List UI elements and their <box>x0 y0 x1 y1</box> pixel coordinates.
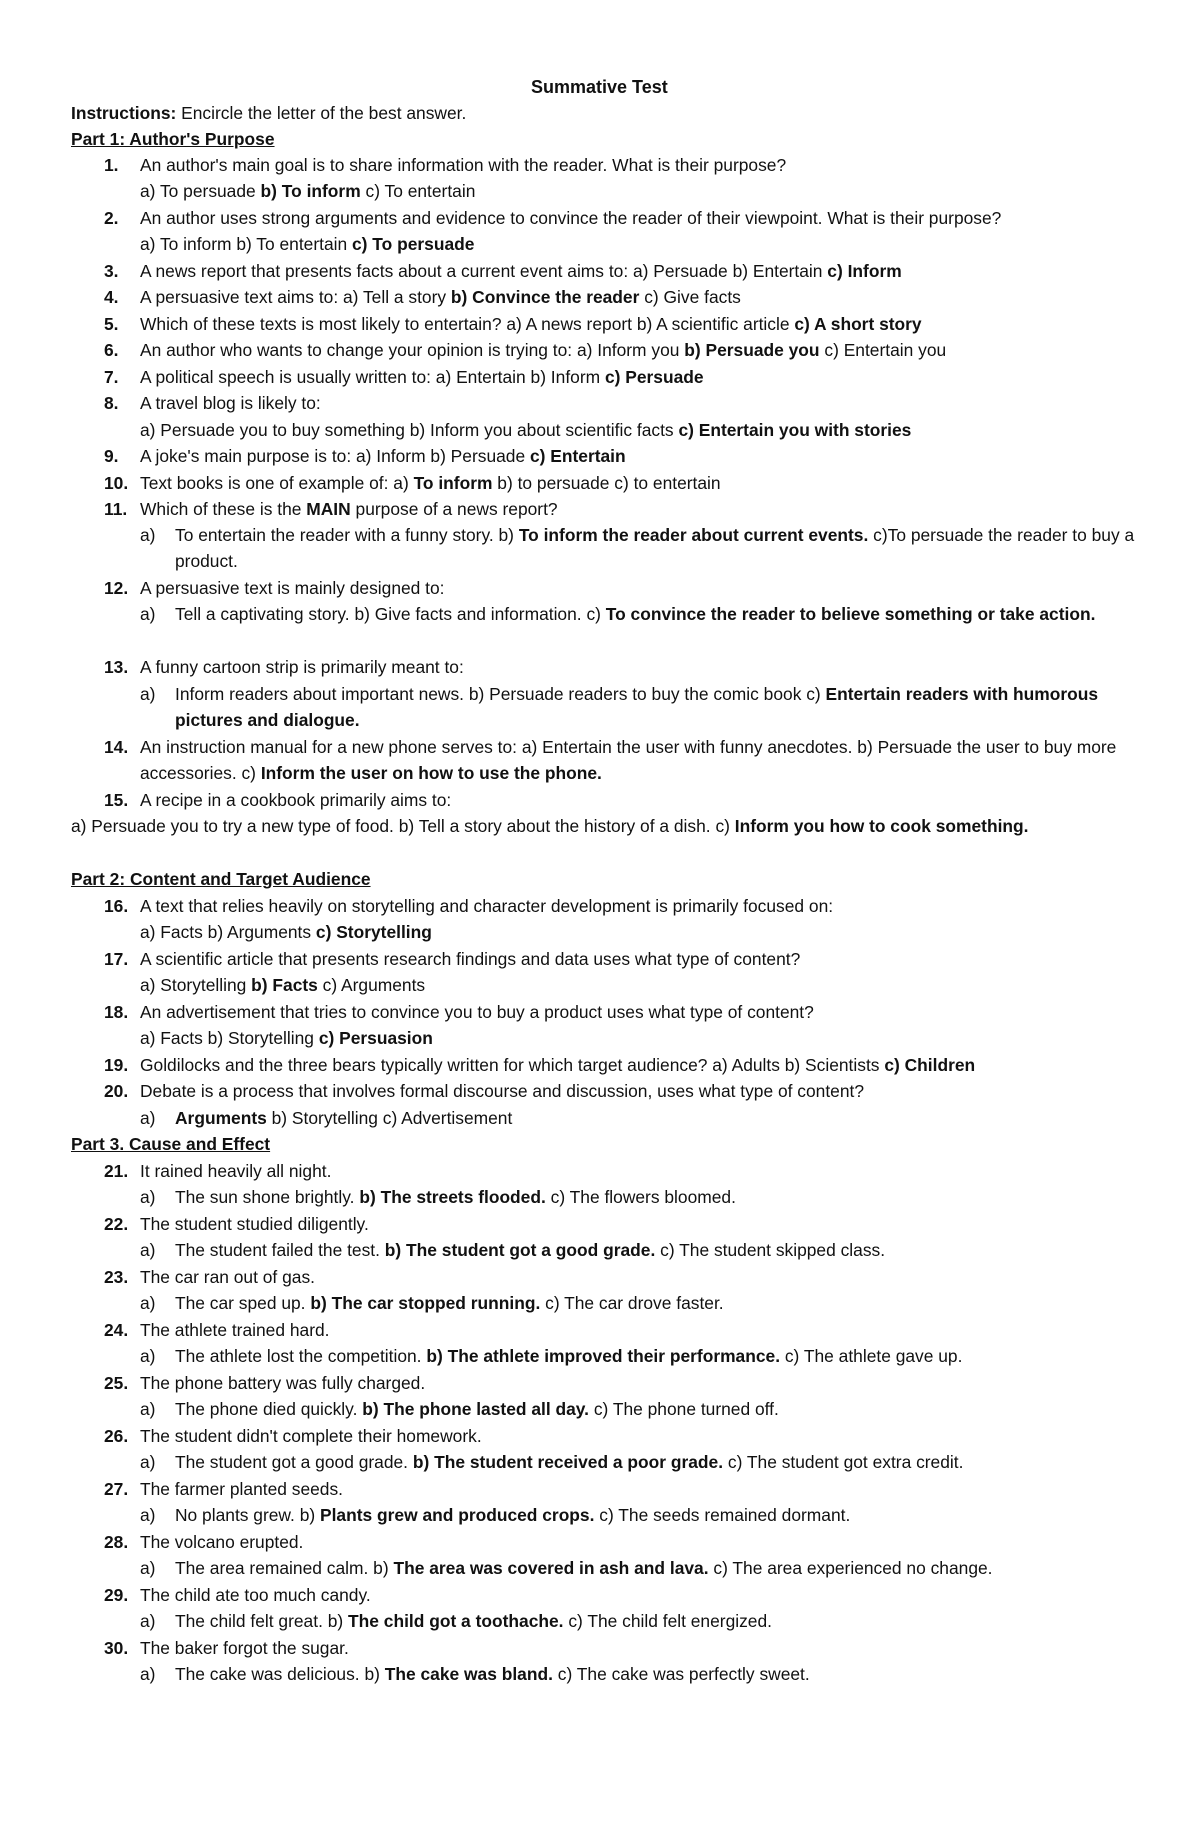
question-number: 25. <box>104 1373 129 1393</box>
question-number: 6. <box>104 340 119 360</box>
correct-answer: b) The phone lasted all day. <box>362 1399 589 1419</box>
question-text: The car ran out of gas. <box>140 1267 315 1287</box>
option-letter: a) <box>140 1505 156 1525</box>
answer-options: a) Persuade you to try a new type of food. b) Tell a story about the history of a dish. c) Inform you how to cook something. <box>71 816 1029 836</box>
question-number: 3. <box>104 261 119 281</box>
question-text: A recipe in a cookbook primarily aims to: <box>140 790 452 810</box>
question-text: The athlete trained hard. <box>140 1320 330 1340</box>
correct-answer: b) Persuade you <box>684 340 820 360</box>
option-letter: a) <box>140 1346 156 1366</box>
question-number: 1. <box>104 155 119 175</box>
correct-answer: The child got a toothache. <box>348 1611 564 1631</box>
question-number: 7. <box>104 367 119 387</box>
question-number: 19. <box>104 1055 129 1075</box>
correct-answer: c) Persuasion <box>318 1028 433 1048</box>
question-text: An instruction manual for a new phone serves to: a) Entertain the user with funny anecdotes. b) Persuade the user to buy more accessories. c) Inform the user on how to use the phone. <box>140 737 1117 784</box>
question-text: The student didn't complete their homework. <box>140 1426 482 1446</box>
option-letter: a) <box>140 1664 156 1684</box>
question-text: An author's main goal is to share information with the reader. What is their purpose? <box>140 155 787 175</box>
question-number: 23. <box>104 1267 129 1287</box>
correct-answer: b) The student got a good grade. <box>384 1240 656 1260</box>
question-text: The volcano erupted. <box>140 1532 304 1552</box>
answer-options: The sun shone brightly. b) The streets flooded. c) The flowers bloomed. <box>175 1187 736 1207</box>
correct-answer: To inform <box>413 473 493 493</box>
question-text: The child ate too much candy. <box>140 1585 371 1605</box>
answer-options: Tell a captivating story. b) Give facts and information. c) To convince the reader to believe something or take action. <box>175 604 1096 624</box>
correct-answer: The cake was bland. <box>384 1664 553 1684</box>
question-number: 4. <box>104 287 119 307</box>
correct-answer: To convince the reader to believe something or take action. <box>605 604 1096 624</box>
question-text: A news report that presents facts about a current event aims to: a) Persuade b) Entertain c) Inform <box>140 261 902 281</box>
correct-answer: c) Children <box>884 1055 976 1075</box>
question-text: A funny cartoon strip is primarily meant to: <box>140 657 464 677</box>
instructions-label: Instructions: <box>71 103 177 123</box>
correct-answer: c) Entertain <box>529 446 626 466</box>
question-number: 10. <box>104 473 129 493</box>
correct-answer: c) Storytelling <box>315 922 432 942</box>
part-2-heading: Part 2: Content and Target Audience <box>71 869 371 889</box>
question-text: An author who wants to change your opinion is trying to: a) Inform you b) Persuade you c) Entertain you <box>140 340 947 360</box>
option-letter: a) <box>140 525 156 545</box>
question-text: A scientific article that presents research findings and data uses what type of content? <box>140 949 801 969</box>
correct-answer: c) To persuade <box>352 234 475 254</box>
option-letter: a) <box>140 1240 156 1260</box>
question-number: 26. <box>104 1426 129 1446</box>
correct-answer: Entertain readers with humorous pictures and dialogue. <box>175 684 1099 731</box>
question-text: A political speech is usually written to: a) Entertain b) Inform c) Persuade <box>140 367 704 387</box>
correct-answer: b) Convince the reader <box>450 287 640 307</box>
correct-answer: Inform you how to cook something. <box>734 816 1029 836</box>
answer-options: To entertain the reader with a funny story. b) To inform the reader about current events. c)To persuade the reader to buy a product. <box>175 525 1135 572</box>
question-number: 27. <box>104 1479 129 1499</box>
option-letter: a) <box>140 1187 156 1207</box>
question-number: 13. <box>104 657 129 677</box>
answer-options: a) Persuade you to buy something b) Inform you about scientific facts c) Entertain you with stories <box>140 420 912 440</box>
instructions-text: Encircle the letter of the best answer. <box>176 103 467 123</box>
answer-options: The child felt great. b) The child got a toothache. c) The child felt energized. <box>175 1611 772 1631</box>
question-text: A text that relies heavily on storytelling and character development is primarily focused on: <box>140 896 834 916</box>
question-text: An author uses strong arguments and evidence to convince the reader of their viewpoint. What is their purpose? <box>140 208 1002 228</box>
answer-options: a) To persuade b) To inform c) To entertain <box>140 181 476 201</box>
question-text: A joke's main purpose is to: a) Inform b) Persuade c) Entertain <box>140 446 626 466</box>
correct-answer: c) Persuade <box>604 367 704 387</box>
question-text: Text books is one of example of: a) To inform b) to persuade c) to entertain <box>140 473 721 493</box>
answer-options: The student failed the test. b) The student got a good grade. c) The student skipped class. <box>175 1240 886 1260</box>
question-number: 8. <box>104 393 119 413</box>
option-letter: a) <box>140 1293 156 1313</box>
correct-answer: b) The student received a poor grade. <box>412 1452 724 1472</box>
answer-options: a) To inform b) To entertain c) To persuade <box>140 234 475 254</box>
question-text: The baker forgot the sugar. <box>140 1638 349 1658</box>
question-number: 28. <box>104 1532 129 1552</box>
correct-answer: Plants grew and produced crops. <box>320 1505 595 1525</box>
question-number: 29. <box>104 1585 129 1605</box>
option-letter: a) <box>140 684 156 704</box>
correct-answer: b) The athlete improved their performance. <box>426 1346 781 1366</box>
part-1-heading: Part 1: Author's Purpose <box>71 129 275 149</box>
answer-options: The athlete lost the competition. b) The athlete improved their performance. c) The athlete gave up. <box>175 1346 963 1366</box>
question-number: 30. <box>104 1638 129 1658</box>
question-text: A persuasive text is mainly designed to: <box>140 578 445 598</box>
correct-answer: b) The streets flooded. <box>359 1187 546 1207</box>
option-letter: a) <box>140 1611 156 1631</box>
option-letter: a) <box>140 604 156 624</box>
answer-options: No plants grew. b) Plants grew and produced crops. c) The seeds remained dormant. <box>175 1505 851 1525</box>
question-number: 21. <box>104 1161 129 1181</box>
correct-answer: To inform the reader about current events. <box>518 525 869 545</box>
question-number: 20. <box>104 1081 129 1101</box>
answer-options: a) Facts b) Storytelling c) Persuasion <box>140 1028 433 1048</box>
correct-answer: c) Inform <box>827 261 902 281</box>
question-number: 12. <box>104 578 129 598</box>
answer-options: Arguments b) Storytelling c) Advertisement <box>175 1108 513 1128</box>
question-text: The student studied diligently. <box>140 1214 369 1234</box>
question-text: Debate is a process that involves formal discourse and discussion, uses what type of content? <box>140 1081 865 1101</box>
question-number: 11. <box>104 499 128 519</box>
question-number: 24. <box>104 1320 129 1340</box>
correct-answer: The area was covered in ash and lava. <box>393 1558 709 1578</box>
option-letter: a) <box>140 1108 156 1128</box>
question-number: 17. <box>104 949 129 969</box>
answer-options: The phone died quickly. b) The phone lasted all day. c) The phone turned off. <box>175 1399 779 1419</box>
question-number: 22. <box>104 1214 129 1234</box>
part-3-heading: Part 3. Cause and Effect <box>71 1134 271 1154</box>
answer-options: Inform readers about important news. b) Persuade readers to buy the comic book c) Entertain readers with humorous pictures and dialogue. <box>175 684 1099 731</box>
correct-answer: c) A short story <box>794 314 922 334</box>
correct-answer: b) Facts <box>251 975 318 995</box>
answer-options: The car sped up. b) The car stopped running. c) The car drove faster. <box>175 1293 724 1313</box>
question-text: A persuasive text aims to: a) Tell a story b) Convince the reader c) Give facts <box>140 287 741 307</box>
correct-answer: b) To inform <box>260 181 361 201</box>
option-letter: a) <box>140 1558 156 1578</box>
instructions <box>71 100 466 126</box>
question-number: 2. <box>104 208 119 228</box>
answer-options: The area remained calm. b) The area was covered in ash and lava. c) The area experienced no change. <box>175 1558 993 1578</box>
question-text: Goldilocks and the three bears typically written for which target audience? a) Adults b) Scientists c) Children <box>140 1055 976 1075</box>
question-text: An advertisement that tries to convince you to buy a product uses what type of content? <box>140 1002 814 1022</box>
correct-answer: Inform the user on how to use the phone. <box>260 763 602 784</box>
question-text: Which of these is the MAIN purpose of a news report? <box>140 499 558 519</box>
answer-options: a) Storytelling b) Facts c) Arguments <box>140 975 426 995</box>
answer-options: The cake was delicious. b) The cake was bland. c) The cake was perfectly sweet. <box>175 1664 810 1684</box>
correct-answer: c) Entertain you with stories <box>678 420 912 440</box>
option-letter: a) <box>140 1399 156 1419</box>
question-text: A travel blog is likely to: <box>140 393 321 413</box>
question-number: 9. <box>104 446 119 466</box>
question-text: It rained heavily all night. <box>140 1161 332 1181</box>
question-text: The farmer planted seeds. <box>140 1479 343 1499</box>
correct-answer: b) The car stopped running. <box>310 1293 541 1313</box>
option-letter: a) <box>140 1452 156 1472</box>
question-number: 16. <box>104 896 129 916</box>
question-text: Which of these texts is most likely to entertain? a) A news report b) A scientific article c) A short story <box>140 314 922 334</box>
question-number: 15. <box>104 790 129 810</box>
question-text: The phone battery was fully charged. <box>140 1373 426 1393</box>
page-title: Summative Test <box>531 77 668 97</box>
question-number: 18. <box>104 1002 129 1022</box>
answer-options: a) Facts b) Arguments c) Storytelling <box>140 922 432 942</box>
question-number: 5. <box>104 314 119 334</box>
correct-answer: Arguments <box>175 1108 267 1128</box>
answer-options: The student got a good grade. b) The student received a poor grade. c) The student got extra credit. <box>175 1452 964 1472</box>
question-number: 14. <box>104 737 129 757</box>
